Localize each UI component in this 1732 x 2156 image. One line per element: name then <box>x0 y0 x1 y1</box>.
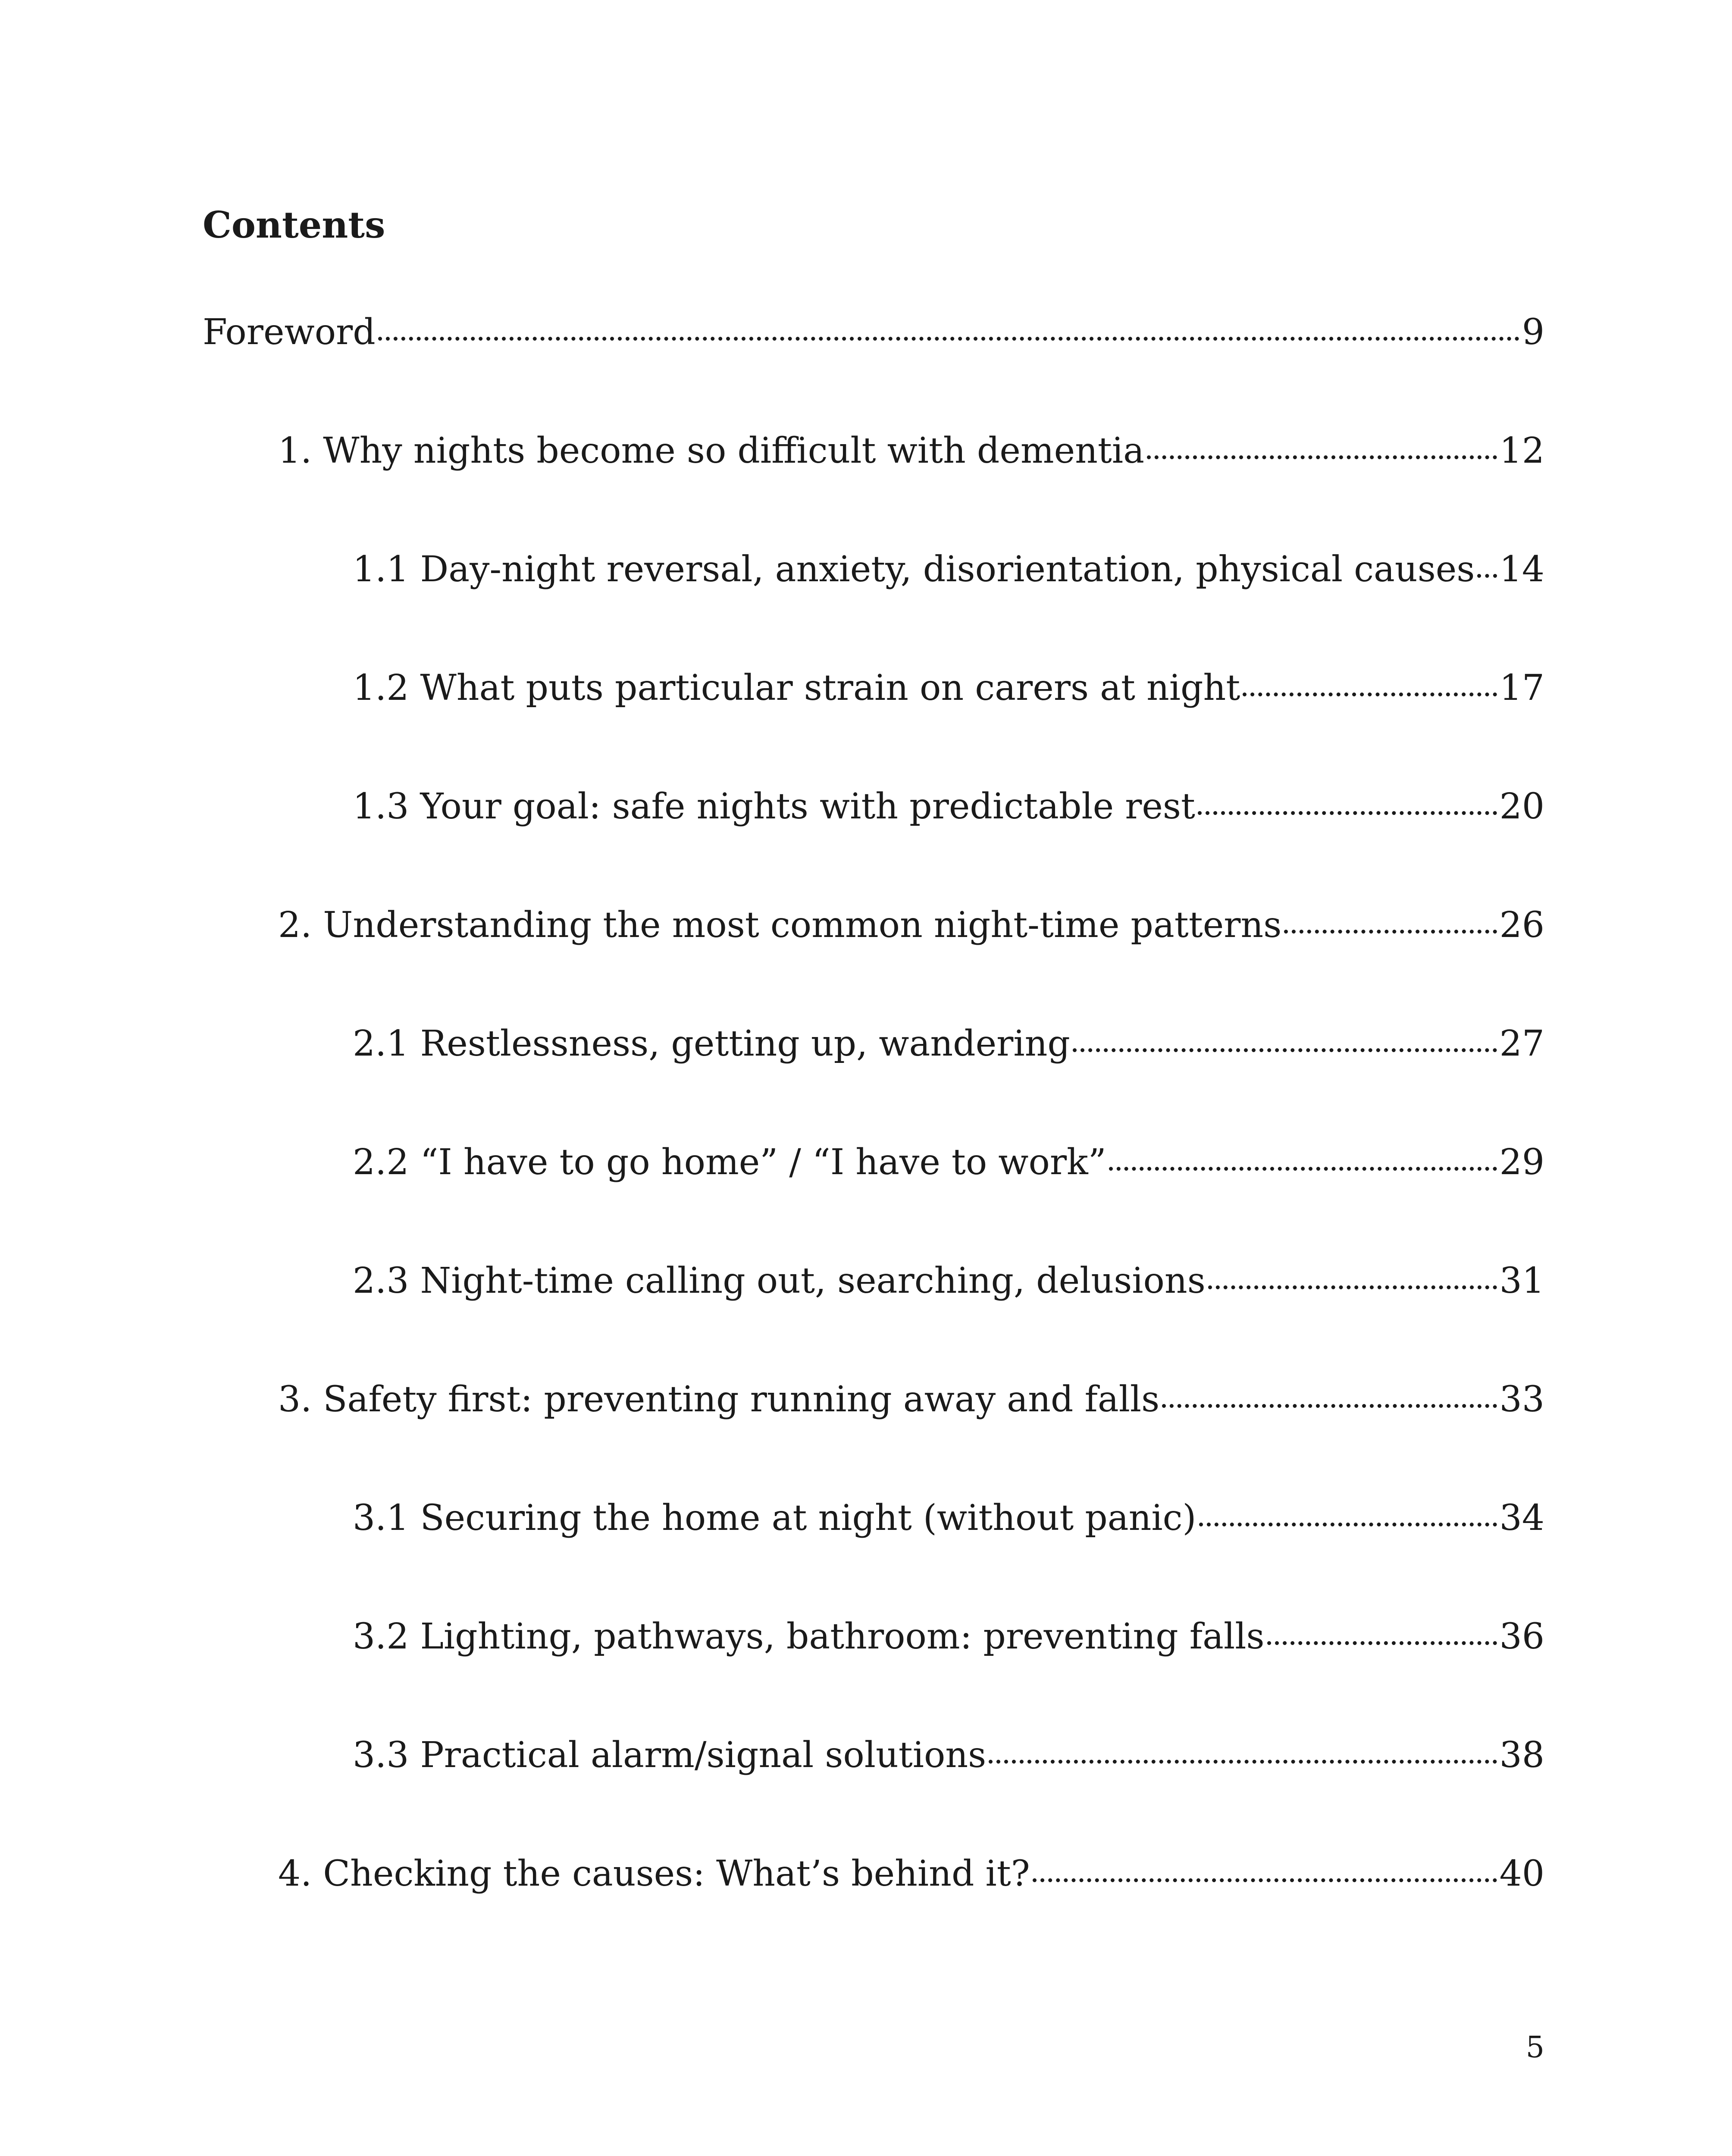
toc-entry-chapter-4[interactable] <box>278 1853 1544 1894</box>
toc-entry-section-1-3[interactable] <box>353 786 1544 827</box>
dot-leader <box>1109 1167 1497 1171</box>
toc-entry-title: 1. Why nights become so difficult with dementia <box>278 430 1144 471</box>
toc-entry-foreword[interactable] <box>203 312 1544 353</box>
toc-entry-title: 3. Safety first: preventing running away and falls <box>278 1379 1160 1420</box>
toc-entry-page: 33 <box>1499 1379 1544 1420</box>
dot-leader <box>1147 455 1497 459</box>
toc-entry-title: 2.2 “I have to go home” / “I have to work” <box>353 1142 1106 1183</box>
toc-entry-page: 29 <box>1499 1142 1544 1183</box>
toc-entry-title: 2.1 Restlessness, getting up, wandering <box>353 1023 1070 1064</box>
toc-entry-title: 2.3 Night-time calling out, searching, delusions <box>353 1260 1206 1301</box>
toc-entry-chapter-1[interactable] <box>278 430 1544 471</box>
toc-entry-page: 9 <box>1522 312 1544 353</box>
dot-leader <box>1198 811 1497 815</box>
dot-leader <box>1243 693 1497 696</box>
toc-entry-page: 12 <box>1499 430 1544 471</box>
dot-leader <box>1267 1641 1497 1645</box>
dot-leader <box>1162 1404 1497 1408</box>
toc-entry-section-3-3[interactable] <box>353 1735 1544 1776</box>
toc-entry-page: 34 <box>1499 1498 1544 1539</box>
toc-entry-page: 31 <box>1499 1260 1544 1301</box>
toc-entry-chapter-2[interactable] <box>278 905 1544 946</box>
toc-entry-title: 4. Checking the causes: What’s behind it? <box>278 1853 1030 1894</box>
toc-entry-page: 20 <box>1499 786 1544 827</box>
toc-entry-title: 1.3 Your goal: safe nights with predictable rest <box>353 786 1195 827</box>
dot-leader <box>378 337 1519 341</box>
toc-entry-page: 38 <box>1499 1735 1544 1776</box>
toc-entry-title: 2. Understanding the most common night-time patterns <box>278 905 1282 946</box>
dot-leader <box>1284 930 1497 934</box>
toc-entry-section-2-3[interactable] <box>353 1260 1544 1301</box>
dot-leader <box>1033 1878 1497 1882</box>
toc-entry-page: 17 <box>1499 667 1544 708</box>
toc-entry-page: 36 <box>1499 1616 1544 1657</box>
toc-entry-section-2-1[interactable] <box>353 1023 1544 1064</box>
toc-entry-page: 40 <box>1499 1853 1544 1894</box>
toc-entry-title: 3.3 Practical alarm/signal solutions <box>353 1735 987 1776</box>
dot-leader <box>1199 1523 1497 1526</box>
toc-entry-chapter-3[interactable] <box>278 1379 1544 1420</box>
toc-entry-section-3-1[interactable] <box>353 1498 1544 1539</box>
toc-entry-title: 1.1 Day-night reversal, anxiety, disorientation, physical causes <box>353 549 1475 590</box>
toc-entry-title: 3.1 Securing the home at night (without panic) <box>353 1498 1196 1539</box>
toc-entry-section-1-1[interactable] <box>353 549 1544 590</box>
dot-leader <box>1477 574 1497 578</box>
dot-leader <box>1073 1048 1497 1052</box>
toc-entry-title: Foreword <box>203 312 376 353</box>
dot-leader <box>989 1760 1497 1764</box>
page-number: 5 <box>1525 2031 1544 2065</box>
contents-heading: Contents <box>203 204 385 246</box>
toc-entry-section-2-2[interactable] <box>353 1142 1544 1183</box>
toc-entry-page: 14 <box>1499 549 1544 590</box>
toc-entry-page: 27 <box>1499 1023 1544 1064</box>
dot-leader <box>1208 1285 1497 1289</box>
toc-entry-title: 3.2 Lighting, pathways, bathroom: preventing falls <box>353 1616 1265 1657</box>
toc-entry-page: 26 <box>1499 905 1544 946</box>
toc-entry-section-1-2[interactable] <box>353 667 1544 708</box>
toc-entry-title: 1.2 What puts particular strain on carers at night <box>353 667 1240 708</box>
toc-entry-section-3-2[interactable] <box>353 1616 1544 1657</box>
